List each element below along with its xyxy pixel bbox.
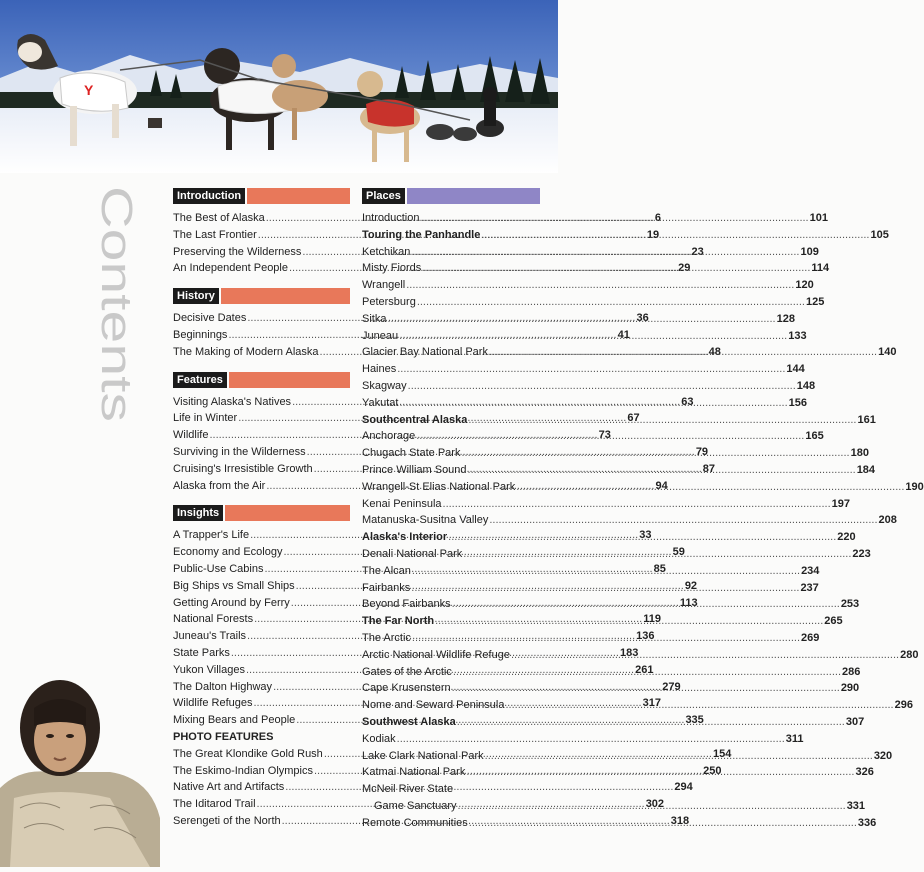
toc-entry-page-number: 161 (857, 413, 876, 426)
toc-entry-page-number: 165 (805, 430, 824, 443)
toc-entry-page-number: 67 (627, 412, 640, 425)
toc-entry-title: Denali National Park (362, 547, 463, 560)
toc-entry-title: Arctic National Wildlife Refuge (362, 648, 510, 661)
toc-entry-title: National Forests (173, 613, 254, 626)
toc-entry-page-number: 6 (654, 212, 661, 224)
toc-entry-leader-dots (457, 714, 845, 731)
toc-entry[interactable] (362, 731, 804, 748)
toc-entry-page-number: 29 (678, 262, 691, 275)
section-heading-label: Introduction (173, 188, 245, 204)
section-heading-color-bar (407, 188, 540, 204)
toc-entry-title: Big Ships vs Small Ships (173, 579, 295, 592)
toc-entry-page-number: 94 (655, 479, 668, 492)
toc-entry-leader-dots (485, 748, 873, 765)
toc-entry-page-number: 33 (639, 529, 652, 542)
toc-entry-title: Alaska's Interior (362, 531, 448, 544)
toc-entry-page-number: 128 (776, 312, 795, 325)
toc-entry-page-number: 59 (672, 546, 685, 559)
toc-entry-title: State Parks (173, 646, 230, 659)
toc-entry-leader-dots (416, 428, 804, 445)
toc-entry-title: Kodiak (362, 732, 396, 745)
section-heading-color-bar (225, 505, 350, 521)
toc-entry-title: Preserving the Wilderness (173, 245, 302, 258)
toc-entry[interactable] (362, 277, 814, 294)
toc-entry-title: The Dalton Highway (173, 680, 273, 693)
toc-entry-leader-dots (458, 798, 846, 815)
toc-entry-title: Game Sanctuary (374, 799, 457, 812)
section-heading-introduction (173, 188, 350, 204)
toc-entry-page-number: 234 (801, 564, 820, 577)
section-heading-places (362, 188, 540, 204)
header-photo-sled-dogs (0, 0, 558, 173)
toc-entry-page-number: 307 (845, 715, 865, 728)
toc-entry-title: Serengeti of the North (173, 814, 281, 827)
toc-entry-title: Gates of the Arctic (362, 665, 452, 678)
toc-entry-page-number: 318 (670, 814, 690, 827)
section-heading-color-bar (221, 288, 350, 304)
toc-entry-title: Juneau's Trails (173, 630, 247, 643)
toc-entry-page-number: 197 (831, 497, 851, 510)
toc-entry-title: Beginnings (173, 328, 228, 341)
toc-entry-title: The Making of Modern Alaska (173, 345, 319, 358)
toc-entry-page-number: 92 (684, 579, 698, 592)
toc-entry-page-number: 19 (646, 228, 660, 241)
toc-entry-title: Yakutat (362, 396, 399, 409)
toc-entry-title: Wrangell (362, 279, 406, 292)
toc-entry-title: Cruising's Irresistible Growth (173, 462, 313, 475)
toc-entry-leader-dots (412, 630, 800, 647)
toc-entry-leader-dots (469, 815, 857, 832)
toc-entry-leader-dots (411, 580, 799, 597)
toc-entry-leader-dots (417, 294, 805, 311)
toc-entry-page-number: 133 (788, 329, 807, 342)
toc-entry-title: Visiting Alaska's Natives (173, 395, 292, 408)
toc-entry-page-number: 250 (703, 764, 722, 777)
toc-entry-page-number: 336 (857, 816, 877, 829)
toc-entry-title: Cape Krusenstern (362, 682, 451, 695)
toc-entry-page-number: 180 (850, 447, 869, 460)
toc-entry-page-number: 114 (811, 262, 830, 275)
toc-entry-page-number: 296 (894, 699, 913, 712)
toc-entry-page-number: 120 (795, 279, 814, 292)
toc-entry-leader-dots (511, 647, 899, 664)
toc-entry-title: Mixing Bears and People (173, 714, 296, 727)
toc-entry-leader-dots (420, 210, 808, 227)
toc-entry-leader-dots (463, 546, 851, 563)
section-heading-label: Places (362, 188, 405, 204)
toc-entry-title: Decisive Dates (173, 312, 247, 325)
toc-entry[interactable] (362, 512, 897, 529)
toc-entry-title: The Great Klondike Gold Rush (173, 747, 323, 760)
toc-entry-page-number: 311 (785, 732, 804, 745)
toc-entry-leader-dots (452, 596, 840, 613)
toc-entry-title: Beyond Fairbanks (362, 598, 451, 611)
toc-entry-title: Fairbanks (362, 581, 411, 594)
toc-entry-leader-dots (489, 344, 877, 361)
toc-entry-page-number: 73 (598, 429, 611, 442)
toc-entry-title: The Alcan (362, 564, 411, 577)
toc-entry-page-number: 237 (800, 581, 819, 594)
sled-dog-team-illustration (0, 0, 558, 173)
toc-entry-title: Kenai Peninsula (362, 497, 442, 510)
toc-entry-title: Touring the Panhandle (362, 228, 481, 241)
toc-entry-page-number: 144 (786, 363, 805, 376)
toc-entry-leader-dots (408, 378, 796, 395)
toc-entry-leader-dots (406, 277, 794, 294)
section-heading-color-bar (229, 372, 350, 388)
section-heading-color-bar (247, 188, 350, 204)
toc-entry-page-number: 253 (840, 598, 860, 611)
toc-entry-title: Anchorage (362, 430, 416, 443)
toc-entry-title: Sitka (362, 312, 387, 325)
toc-entry-leader-dots (466, 764, 854, 781)
toc-entry-page-number: 156 (788, 396, 807, 409)
toc-entry-title: Misty Fiords (362, 262, 422, 275)
page-title-vertical (92, 186, 141, 426)
toc-entry-page-number: 269 (801, 631, 820, 644)
toc-entry-page-number: 208 (878, 514, 897, 527)
toc-entry-leader-dots (399, 328, 787, 345)
portrait-photo-native-child (0, 668, 160, 867)
toc-entry-page-number: 109 (800, 245, 819, 258)
toc-entry-leader-dots (411, 244, 799, 261)
toc-entry-page-number: 335 (685, 714, 704, 727)
toc-entry-title: Alaska from the Air (173, 479, 266, 492)
page-title: Contents (92, 186, 141, 363)
toc-entry[interactable] (173, 729, 350, 746)
toc-entry-page-number: 183 (620, 646, 639, 659)
toc-entry-title: Surviving in the Wilderness (173, 445, 306, 458)
toc-entry-title: An Independent People (173, 262, 288, 275)
toc-entry-title: The Last Frontier (173, 228, 257, 241)
toc-entry-title: Public-Use Cabins (173, 562, 264, 575)
toc-entry[interactable] (362, 496, 851, 513)
toc-entry-page-number: 184 (856, 463, 876, 476)
toc-entry[interactable] (362, 781, 540, 798)
toc-entry-leader-dots (505, 697, 893, 714)
toc-entry-title: Yukon Villages (173, 663, 245, 676)
toc-entry-leader-dots (453, 664, 841, 681)
toc-entry-title: Skagway (362, 379, 407, 392)
toc-entry-leader-dots (452, 680, 840, 697)
toc-entry-title: Ketchikan (362, 245, 411, 258)
toc-entry-leader-dots (468, 462, 856, 479)
toc-entry-title: Prince William Sound (362, 463, 467, 476)
toc-entry-leader-dots (422, 260, 810, 277)
toc-entry-title: Introduction (362, 212, 420, 224)
toc-entry-leader-dots (489, 512, 877, 529)
toc-entry-title: The Best of Alaska (173, 212, 265, 224)
toc-entry[interactable] (362, 294, 825, 311)
toc-entry-page-number: 119 (643, 613, 661, 626)
toc-entry-leader-dots (412, 563, 800, 580)
toc-entry[interactable] (362, 210, 828, 227)
section-heading-label: Insights (173, 505, 223, 521)
toc-entry-leader-dots (468, 412, 856, 429)
section-heading-history (173, 288, 350, 304)
toc-entry-leader-dots (397, 731, 785, 748)
section-gap (173, 361, 350, 372)
toc-entry[interactable] (362, 378, 816, 395)
toc-entry-title: Glacier Bay National Park (362, 346, 488, 359)
toc-entry-leader-dots (387, 311, 775, 328)
toc-entry-leader-dots (461, 445, 849, 462)
toc-entry-leader-dots (435, 613, 823, 630)
toc-entry-title: Matanuska-Susitna Valley (362, 514, 489, 527)
toc-entry-title: The Arctic (362, 631, 411, 644)
section-heading-label: Features (173, 372, 227, 388)
toc-entry-leader-dots (400, 395, 788, 412)
toc-entry-page-number: 125 (805, 295, 825, 308)
svg-text:Y: Y (84, 82, 94, 98)
toc-entry-title: The Eskimo-Indian Olympics (173, 764, 313, 777)
toc-entry-page-number: 326 (855, 766, 874, 779)
toc-entry-title: Remote Communities (362, 816, 468, 829)
toc-entry-leader-dots (397, 361, 785, 378)
toc-entry-page-number: 101 (809, 212, 828, 224)
toc-entry-page-number: 286 (842, 665, 861, 678)
toc-entry-page-number: 223 (852, 547, 871, 560)
toc-entry-page-number: 261 (635, 663, 654, 676)
toc-entry-page-number: 136 (636, 630, 655, 643)
toc-entry-title: Juneau (362, 329, 399, 342)
toc-entry-title: The Iditarod Trail (173, 798, 256, 811)
toc-entry-page-number: 154 (712, 747, 732, 760)
toc-entry-page-number: 23 (691, 245, 704, 258)
toc-entry-page-number: 331 (846, 799, 866, 812)
toc-entry-title: Nome and Seward Peninsula (362, 699, 505, 712)
toc-entry-title: Chugach State Park (362, 447, 461, 460)
toc-entry-title: Wrangell-St Elias National Park (362, 480, 516, 493)
toc-entry-title: Petersburg (362, 295, 416, 308)
toc-entry-leader-dots (481, 227, 869, 244)
toc-entry-title: Economy and Ecology (173, 546, 283, 559)
toc-entry-page-number: 302 (645, 798, 665, 811)
toc-entry-title: Native Art and Artifacts (173, 781, 285, 794)
toc-entry-page-number: 279 (662, 680, 681, 693)
toc-entry-title: Wildlife Refuges (173, 697, 253, 710)
toc-entry-page-number: 294 (674, 781, 693, 794)
toc-entry-page-number: 87 (702, 462, 716, 475)
toc-entry-page-number: 290 (840, 682, 860, 695)
toc-entry-title: Katmai National Park (362, 766, 466, 779)
toc-entry-title: A Trapper's Life (173, 529, 250, 542)
toc-entry-page-number: 280 (900, 648, 919, 661)
toc-entry-leader-dots (516, 479, 904, 496)
toc-entry-page-number: 105 (870, 228, 889, 241)
toc-entry-page-number: 63 (681, 395, 694, 408)
toc-entry-page-number: 220 (837, 531, 856, 544)
toc-entry-title: Southcentral Alaska (362, 413, 468, 426)
section-heading-insights (173, 505, 350, 521)
toc-entry-title: Getting Around by Ferry (173, 596, 290, 609)
toc-entry[interactable] (362, 361, 805, 378)
toc-entry-page-number: 190 (905, 480, 924, 493)
toc-entry-page-number: 36 (636, 312, 649, 325)
toc-entry-page-number: 85 (653, 562, 666, 575)
toc-entry-page-number: 48 (708, 345, 721, 358)
toc-entry-page-number: 113 (679, 596, 698, 609)
toc-entry-page-number: 41 (617, 328, 630, 341)
toc-entry-page-number: 317 (642, 697, 661, 710)
toc-entry-title: PHOTO FEATURES (173, 730, 274, 743)
toc-entry-leader-dots (448, 529, 836, 546)
toc-entry-page-number: 79 (695, 445, 709, 458)
toc-entry-page-number: 265 (824, 615, 843, 628)
toc-entry-page-number: 140 (878, 346, 897, 359)
toc-entry-title: Southwest Alaska (362, 715, 456, 728)
toc-entry-title: The Far North (362, 615, 435, 628)
toc-entry-title: Lake Clark National Park (362, 749, 484, 762)
section-gap (173, 494, 350, 505)
toc-entry-page-number: 320 (873, 749, 893, 762)
toc-entry-title: McNeil River State (362, 783, 454, 796)
toc-entry-title: Life in Winter (173, 412, 238, 425)
toc-entry-title: Wildlife (173, 429, 209, 442)
section-heading-label: History (173, 288, 219, 304)
toc-entry-page-number: 148 (796, 379, 816, 392)
toc-entry-title: Haines (362, 363, 397, 376)
section-heading-features (173, 372, 350, 388)
section-gap (173, 277, 350, 288)
toc-entry-leader-dots (443, 496, 831, 513)
